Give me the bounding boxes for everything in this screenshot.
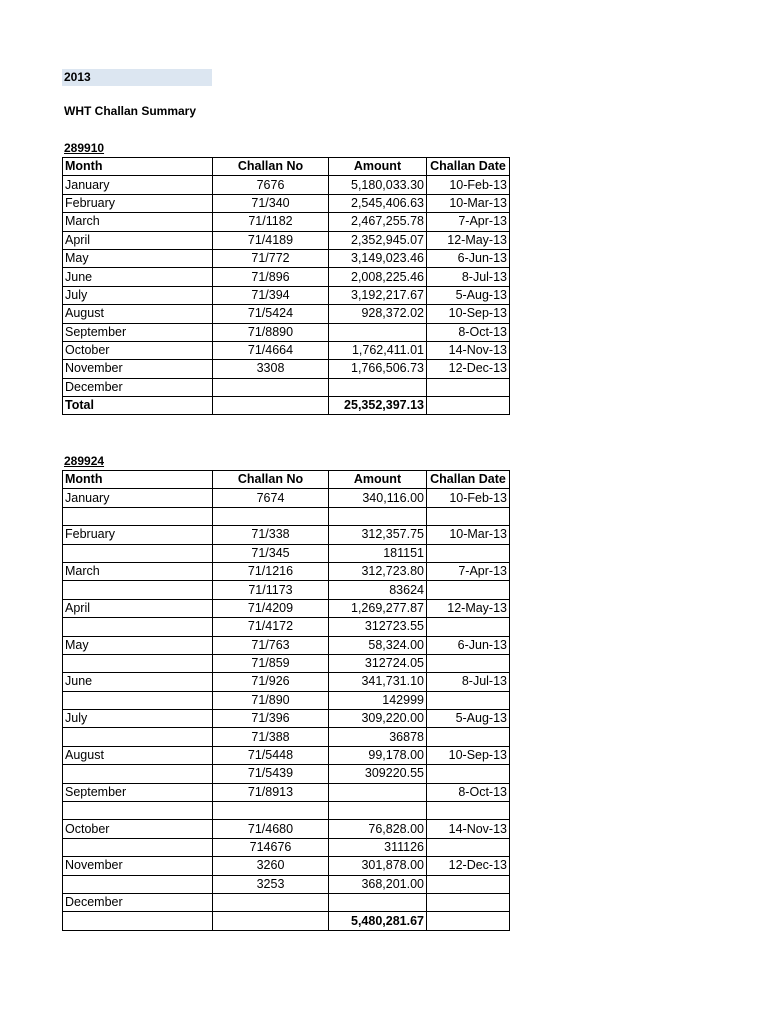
challan-no-cell: 71/4664 [213,341,329,359]
challan-date-cell: 10-Sep-13 [427,305,510,323]
month-cell: May [63,636,213,654]
table-row [63,746,510,764]
month-cell: September [63,783,213,801]
challan-no-cell: 3253 [213,875,329,893]
challan-no-cell: 71/1216 [213,562,329,580]
column-header-challan-no: Challan No [213,158,329,176]
amount-cell: 311126 [329,838,427,856]
total-label: Total [63,397,213,415]
month-cell: November [63,857,213,875]
challan-date-cell: 6-Jun-13 [427,249,510,267]
table-row [63,268,510,286]
challan-date-cell [427,544,510,562]
challan-date-cell: 5-Aug-13 [427,286,510,304]
amount-cell: 5,180,033.30 [329,176,427,194]
table-row [63,378,510,396]
month-cell [63,691,213,709]
amount-cell: 83624 [329,581,427,599]
challan-no-cell: 71/1182 [213,213,329,231]
month-cell: February [63,194,213,212]
header-row [63,471,510,489]
table-row [63,875,510,893]
table-row [63,654,510,672]
challan-date-cell [427,654,510,672]
challan-date-cell: 12-May-13 [427,231,510,249]
challan-no-cell: 71/5439 [213,765,329,783]
total-challan-no-cell [213,397,329,415]
challan-date-cell: 7-Apr-13 [427,562,510,580]
challan-date-cell [427,728,510,746]
month-cell: May [63,249,213,267]
table-row [63,673,510,691]
table-row [63,194,510,212]
challan-date-cell [427,618,510,636]
challan-date-cell [427,875,510,893]
table-row [63,838,510,856]
challan-date-cell: 12-May-13 [427,599,510,617]
challan-date-cell [427,765,510,783]
challan-no-cell: 71/388 [213,728,329,746]
table-row [63,286,510,304]
challan-date-cell: 8-Jul-13 [427,268,510,286]
challan-no-cell: 71/338 [213,526,329,544]
month-cell [63,654,213,672]
month-cell: October [63,820,213,838]
amount-cell: 3,192,217.67 [329,286,427,304]
challan-no-cell: 71/4172 [213,618,329,636]
month-cell [63,838,213,856]
table-row [63,857,510,875]
month-cell: January [63,176,213,194]
challan-date-cell: 14-Nov-13 [427,820,510,838]
month-cell [63,802,213,820]
amount-cell: 181151 [329,544,427,562]
amount-cell [329,378,427,396]
amount-cell: 58,324.00 [329,636,427,654]
table-row [63,507,510,525]
challan-date-cell: 12-Dec-13 [427,857,510,875]
column-header-month: Month [63,471,213,489]
amount-cell: 340,116.00 [329,489,427,507]
challan-no-cell: 3308 [213,360,329,378]
challan-no-cell: 3260 [213,857,329,875]
table-row [63,526,510,544]
challan-date-cell: 7-Apr-13 [427,213,510,231]
challan-date-cell [427,802,510,820]
challan-no-cell: 71/926 [213,673,329,691]
challan-date-cell: 14-Nov-13 [427,341,510,359]
challan-no-cell: 71/394 [213,286,329,304]
amount-cell [329,802,427,820]
summary-title: WHT Challan Summary [64,104,197,118]
amount-cell: 309220.55 [329,765,427,783]
challan-no-cell: 71/896 [213,268,329,286]
column-header-challan-date: Challan Date [427,471,510,489]
amount-cell: 312723.55 [329,618,427,636]
challan-no-cell: 71/5448 [213,746,329,764]
table-row [63,305,510,323]
challan-no-cell: 71/8890 [213,323,329,341]
month-cell: April [63,599,213,617]
table-row [63,489,510,507]
column-header-month: Month [63,158,213,176]
amount-cell: 309,220.00 [329,710,427,728]
month-cell: August [63,305,213,323]
total-row [63,397,510,415]
table-row [63,213,510,231]
challan-date-cell: 8-Jul-13 [427,673,510,691]
table-row [63,176,510,194]
month-cell: August [63,746,213,764]
table-row [63,710,510,728]
amount-cell [329,783,427,801]
challan-no-cell: 71/8913 [213,783,329,801]
table-row [63,765,510,783]
amount-cell: 3,149,023.46 [329,249,427,267]
challan-no-cell: 71/859 [213,654,329,672]
total-amount: 5,480,281.67 [329,912,427,930]
challan-date-cell: 8-Oct-13 [427,783,510,801]
amount-cell: 2,467,255.78 [329,213,427,231]
table-row [63,249,510,267]
amount-cell: 368,201.00 [329,875,427,893]
table-row [63,599,510,617]
challan-no-cell: 71/772 [213,249,329,267]
challan-date-cell [427,691,510,709]
challan-no-cell: 71/1173 [213,581,329,599]
amount-cell: 2,008,225.46 [329,268,427,286]
challan-date-cell: 10-Mar-13 [427,194,510,212]
amount-cell [329,323,427,341]
month-cell: December [63,893,213,911]
total-date-cell [427,912,510,930]
challan-no-cell: 71/5424 [213,305,329,323]
challan-no-cell: 7674 [213,489,329,507]
month-cell: July [63,710,213,728]
challan-date-cell [427,507,510,525]
month-cell: November [63,360,213,378]
total-row [63,912,510,930]
table-row [63,231,510,249]
amount-cell [329,507,427,525]
challan-table-289910 [62,157,510,415]
challan-no-cell: 71/763 [213,636,329,654]
month-cell: September [63,323,213,341]
amount-cell: 1,766,506.73 [329,360,427,378]
month-cell: February [63,526,213,544]
challan-date-cell: 12-Dec-13 [427,360,510,378]
table-row [63,323,510,341]
challan-table-289924 [62,470,510,931]
table-row [63,783,510,801]
column-header-amount: Amount [329,158,427,176]
challan-no-cell [213,378,329,396]
challan-no-cell [213,507,329,525]
month-cell: December [63,378,213,396]
column-header-amount: Amount [329,471,427,489]
month-cell [63,581,213,599]
month-cell [63,507,213,525]
challan-date-cell [427,378,510,396]
challan-no-cell: 71/4189 [213,231,329,249]
amount-cell: 312,723.80 [329,562,427,580]
table-row [63,544,510,562]
challan-no-cell [213,802,329,820]
amount-cell: 36878 [329,728,427,746]
amount-cell: 76,828.00 [329,820,427,838]
table-row [63,893,510,911]
amount-cell: 99,178.00 [329,746,427,764]
challan-date-cell: 10-Mar-13 [427,526,510,544]
table-row [63,820,510,838]
total-amount: 25,352,397.13 [329,397,427,415]
total-challan-no-cell [213,912,329,930]
amount-cell: 1,762,411.01 [329,341,427,359]
header-row [63,158,510,176]
challan-no-cell: 71/4209 [213,599,329,617]
amount-cell: 312724.05 [329,654,427,672]
month-cell: March [63,213,213,231]
account-289910-heading: 289910 [64,141,105,155]
challan-date-cell [427,893,510,911]
amount-cell: 301,878.00 [329,857,427,875]
amount-cell: 312,357.75 [329,526,427,544]
column-header-challan-date: Challan Date [427,158,510,176]
column-header-challan-no: Challan No [213,471,329,489]
month-cell [63,765,213,783]
challan-date-cell: 5-Aug-13 [427,710,510,728]
challan-date-cell: 10-Feb-13 [427,489,510,507]
year-label: 2013 [62,69,212,86]
challan-date-cell: 6-Jun-13 [427,636,510,654]
challan-date-cell: 8-Oct-13 [427,323,510,341]
amount-cell: 341,731.10 [329,673,427,691]
total-date-cell [427,397,510,415]
table-row [63,728,510,746]
challan-date-cell [427,581,510,599]
challan-no-cell: 71/4680 [213,820,329,838]
table-row [63,581,510,599]
amount-cell: 2,545,406.63 [329,194,427,212]
challan-no-cell: 71/396 [213,710,329,728]
month-cell: June [63,673,213,691]
amount-cell [329,893,427,911]
challan-no-cell [213,893,329,911]
amount-cell: 1,269,277.87 [329,599,427,617]
amount-cell: 142999 [329,691,427,709]
challan-no-cell: 71/345 [213,544,329,562]
table-row [63,341,510,359]
month-cell [63,728,213,746]
challan-no-cell: 71/890 [213,691,329,709]
month-cell: July [63,286,213,304]
month-cell [63,544,213,562]
month-cell [63,875,213,893]
table-row [63,691,510,709]
table-row [63,636,510,654]
month-cell: June [63,268,213,286]
table-row [63,360,510,378]
challan-no-cell: 71/340 [213,194,329,212]
month-cell: April [63,231,213,249]
table-row [63,562,510,580]
challan-no-cell: 714676 [213,838,329,856]
month-cell: March [63,562,213,580]
table-row [63,618,510,636]
account-289924-heading: 289924 [64,454,105,468]
challan-date-cell: 10-Sep-13 [427,746,510,764]
month-cell: January [63,489,213,507]
challan-date-cell [427,838,510,856]
month-cell: October [63,341,213,359]
challan-no-cell: 7676 [213,176,329,194]
amount-cell: 2,352,945.07 [329,231,427,249]
challan-date-cell: 10-Feb-13 [427,176,510,194]
amount-cell: 928,372.02 [329,305,427,323]
total-label [63,912,213,930]
month-cell [63,618,213,636]
table-row [63,802,510,820]
